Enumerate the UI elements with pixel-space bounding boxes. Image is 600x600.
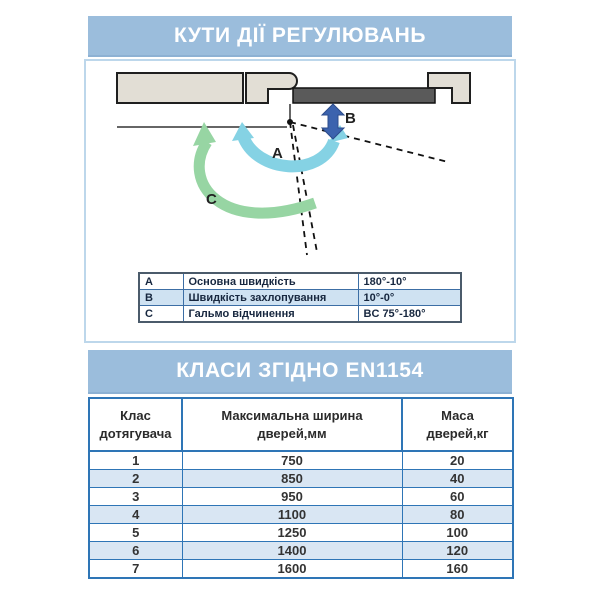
legend-value: 180°-10° [358, 273, 461, 290]
table-row [89, 470, 513, 488]
section-title-classes-text: КЛАСИ ЗГІДНО EN1154 [176, 359, 424, 382]
label-a: A [272, 145, 283, 162]
legend-key: A [139, 273, 183, 290]
door-position-dashed-1 [290, 122, 307, 255]
cell-width: 1600 [182, 560, 402, 579]
legend-name: Основна швидкість [183, 273, 358, 290]
cell-mass: 100 [402, 524, 513, 542]
cell-width: 750 [182, 451, 402, 470]
legend-name: Гальмо відчинення [183, 306, 358, 323]
cell-mass: 160 [402, 560, 513, 579]
section-title-angles [88, 16, 512, 57]
cell-class: 1 [89, 451, 182, 470]
legend-value: 10°-0° [358, 290, 461, 306]
table-row [89, 488, 513, 506]
table-row [89, 524, 513, 542]
legend-value: BC 75°-180° [358, 306, 461, 323]
cell-class: 6 [89, 542, 182, 560]
cell-width: 950 [182, 488, 402, 506]
col-header-mass: Маса дверей,кг [402, 398, 513, 451]
table-header-row [89, 398, 513, 451]
cell-width: 850 [182, 470, 402, 488]
legend-name: Швидкість захлопування [183, 290, 358, 306]
cell-width: 1250 [182, 524, 402, 542]
cell-mass: 20 [402, 451, 513, 470]
label-c: C [206, 191, 217, 208]
en1154-classes-table [88, 397, 514, 579]
door-closer-diagram [84, 59, 516, 343]
cell-width: 1100 [182, 506, 402, 524]
cell-mass: 60 [402, 488, 513, 506]
col-header-width: Максимальна ширина дверей,мм [182, 398, 402, 451]
col-header-class: Клас дотягувача [89, 398, 182, 451]
cell-width: 1400 [182, 542, 402, 560]
wall-left [117, 73, 243, 103]
table-row [89, 542, 513, 560]
cell-class: 2 [89, 470, 182, 488]
arc-a-main-speed [243, 136, 334, 166]
table-row [139, 290, 461, 306]
door-jamb-left [246, 73, 297, 103]
table-row [139, 306, 461, 323]
table-row [89, 506, 513, 524]
legend-key: B [139, 290, 183, 306]
adjustment-legend-table [138, 272, 462, 323]
label-b: B [345, 110, 356, 127]
cell-class: 3 [89, 488, 182, 506]
arc-a-arrowhead-left-icon [232, 122, 254, 141]
cell-mass: 80 [402, 506, 513, 524]
table-row [89, 560, 513, 579]
cell-mass: 40 [402, 470, 513, 488]
legend-key: C [139, 306, 183, 323]
door-leaf [293, 88, 435, 103]
table-row [89, 451, 513, 470]
cell-class: 5 [89, 524, 182, 542]
section-title-classes [88, 350, 512, 394]
cell-class: 7 [89, 560, 182, 579]
table-row [139, 273, 461, 290]
cell-class: 4 [89, 506, 182, 524]
cell-mass: 120 [402, 542, 513, 560]
section-title-angles-text: КУТИ ДІЇ РЕГУЛЮВАНЬ [173, 23, 427, 47]
arc-c-arrowhead-icon [193, 122, 216, 146]
